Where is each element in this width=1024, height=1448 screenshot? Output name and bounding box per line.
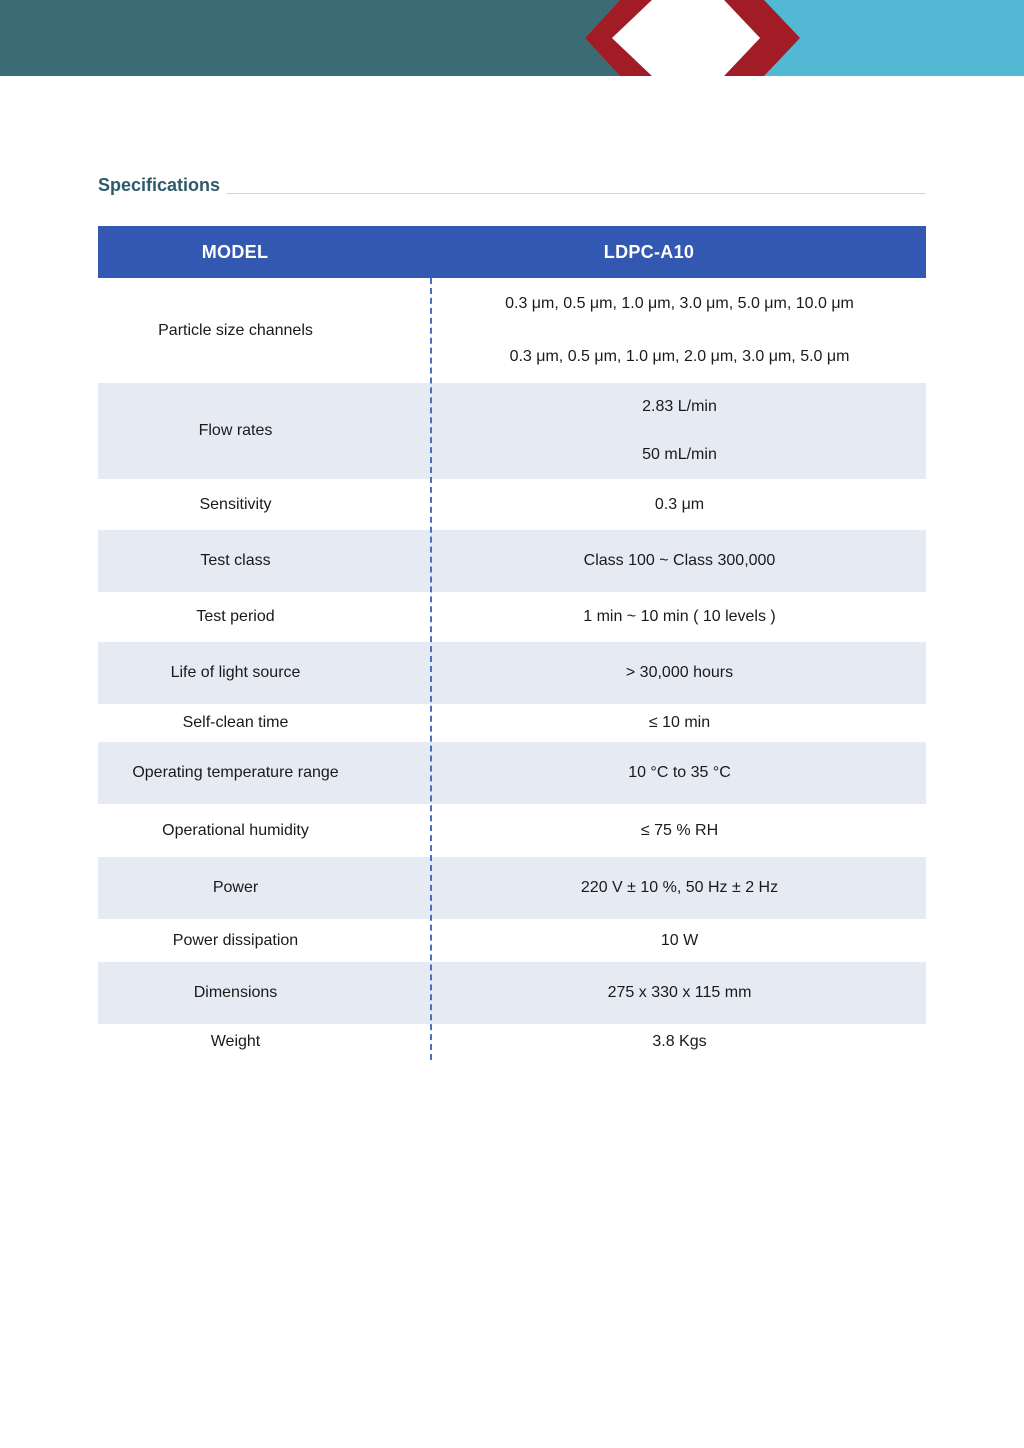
top-banner [0, 0, 1024, 76]
table-body [98, 278, 926, 1060]
row-label: Power [212, 879, 259, 896]
model-header-value: LDPC-A10 [603, 241, 695, 262]
row-label: Power dissipation [172, 931, 299, 949]
row-value: ≤ 10 min [648, 714, 711, 731]
row-label: Flow rates [198, 422, 273, 439]
column-divider [430, 278, 432, 1060]
row-value: 220 V ± 10 %, 50 Hz ± 2 Hz [580, 879, 779, 896]
table-row [98, 742, 926, 804]
row-value: 275 x 330 x 115 mm [607, 984, 752, 1001]
table-header [98, 226, 926, 278]
title-divider [226, 193, 926, 194]
row-label: Weight [210, 1033, 261, 1050]
table-row [98, 642, 926, 704]
model-header-label: MODEL [201, 241, 269, 262]
table-row [98, 479, 926, 530]
table-row [98, 592, 926, 642]
row-label: Operational humidity [162, 821, 309, 839]
row-label: Sensitivity [199, 495, 272, 513]
row-label: Particle size channels [158, 321, 313, 339]
table-row [98, 383, 926, 479]
table-row [98, 919, 926, 962]
row-label: Dimensions [193, 984, 278, 1001]
table-row [98, 857, 926, 919]
row-value: Class 100 ~ Class 300,000 [583, 552, 776, 569]
row-label: Operating temperature range [132, 764, 339, 781]
row-value: 10 °C to 35 °C [628, 764, 731, 781]
row-value: ≤ 75 % RH [640, 821, 719, 839]
table-row [98, 962, 926, 1024]
row-value: 10 W [660, 931, 699, 949]
row-value: 1 min ~ 10 min ( 10 levels ) [583, 608, 776, 625]
row-value: > 30,000 hours [625, 664, 734, 681]
row-value: 0.3 μm, 0.5 μm, 1.0 μm, 3.0 μm, 5.0 μm, 10.0 μm [505, 295, 854, 313]
table-row [98, 804, 926, 857]
row-value: 0.3 μm [654, 495, 705, 513]
row-label: Test class [200, 552, 271, 569]
table-row [98, 1024, 926, 1060]
row-label: Test period [196, 608, 275, 625]
section-title: Specifications [98, 175, 221, 195]
row-value: 3.8 Kgs [652, 1033, 707, 1050]
table-row [98, 704, 926, 742]
row-value: 0.3 μm, 0.5 μm, 1.0 μm, 2.0 μm, 3.0 μm, 5.0 μm [509, 347, 850, 365]
row-value: 2.83 L/min [642, 398, 717, 415]
row-label: Life of light source [170, 664, 301, 681]
spec-table [98, 226, 926, 1060]
row-label: Self-clean time [182, 714, 289, 731]
table-row [98, 278, 926, 383]
table-row [98, 530, 926, 592]
row-value: 50 mL/min [642, 446, 717, 463]
